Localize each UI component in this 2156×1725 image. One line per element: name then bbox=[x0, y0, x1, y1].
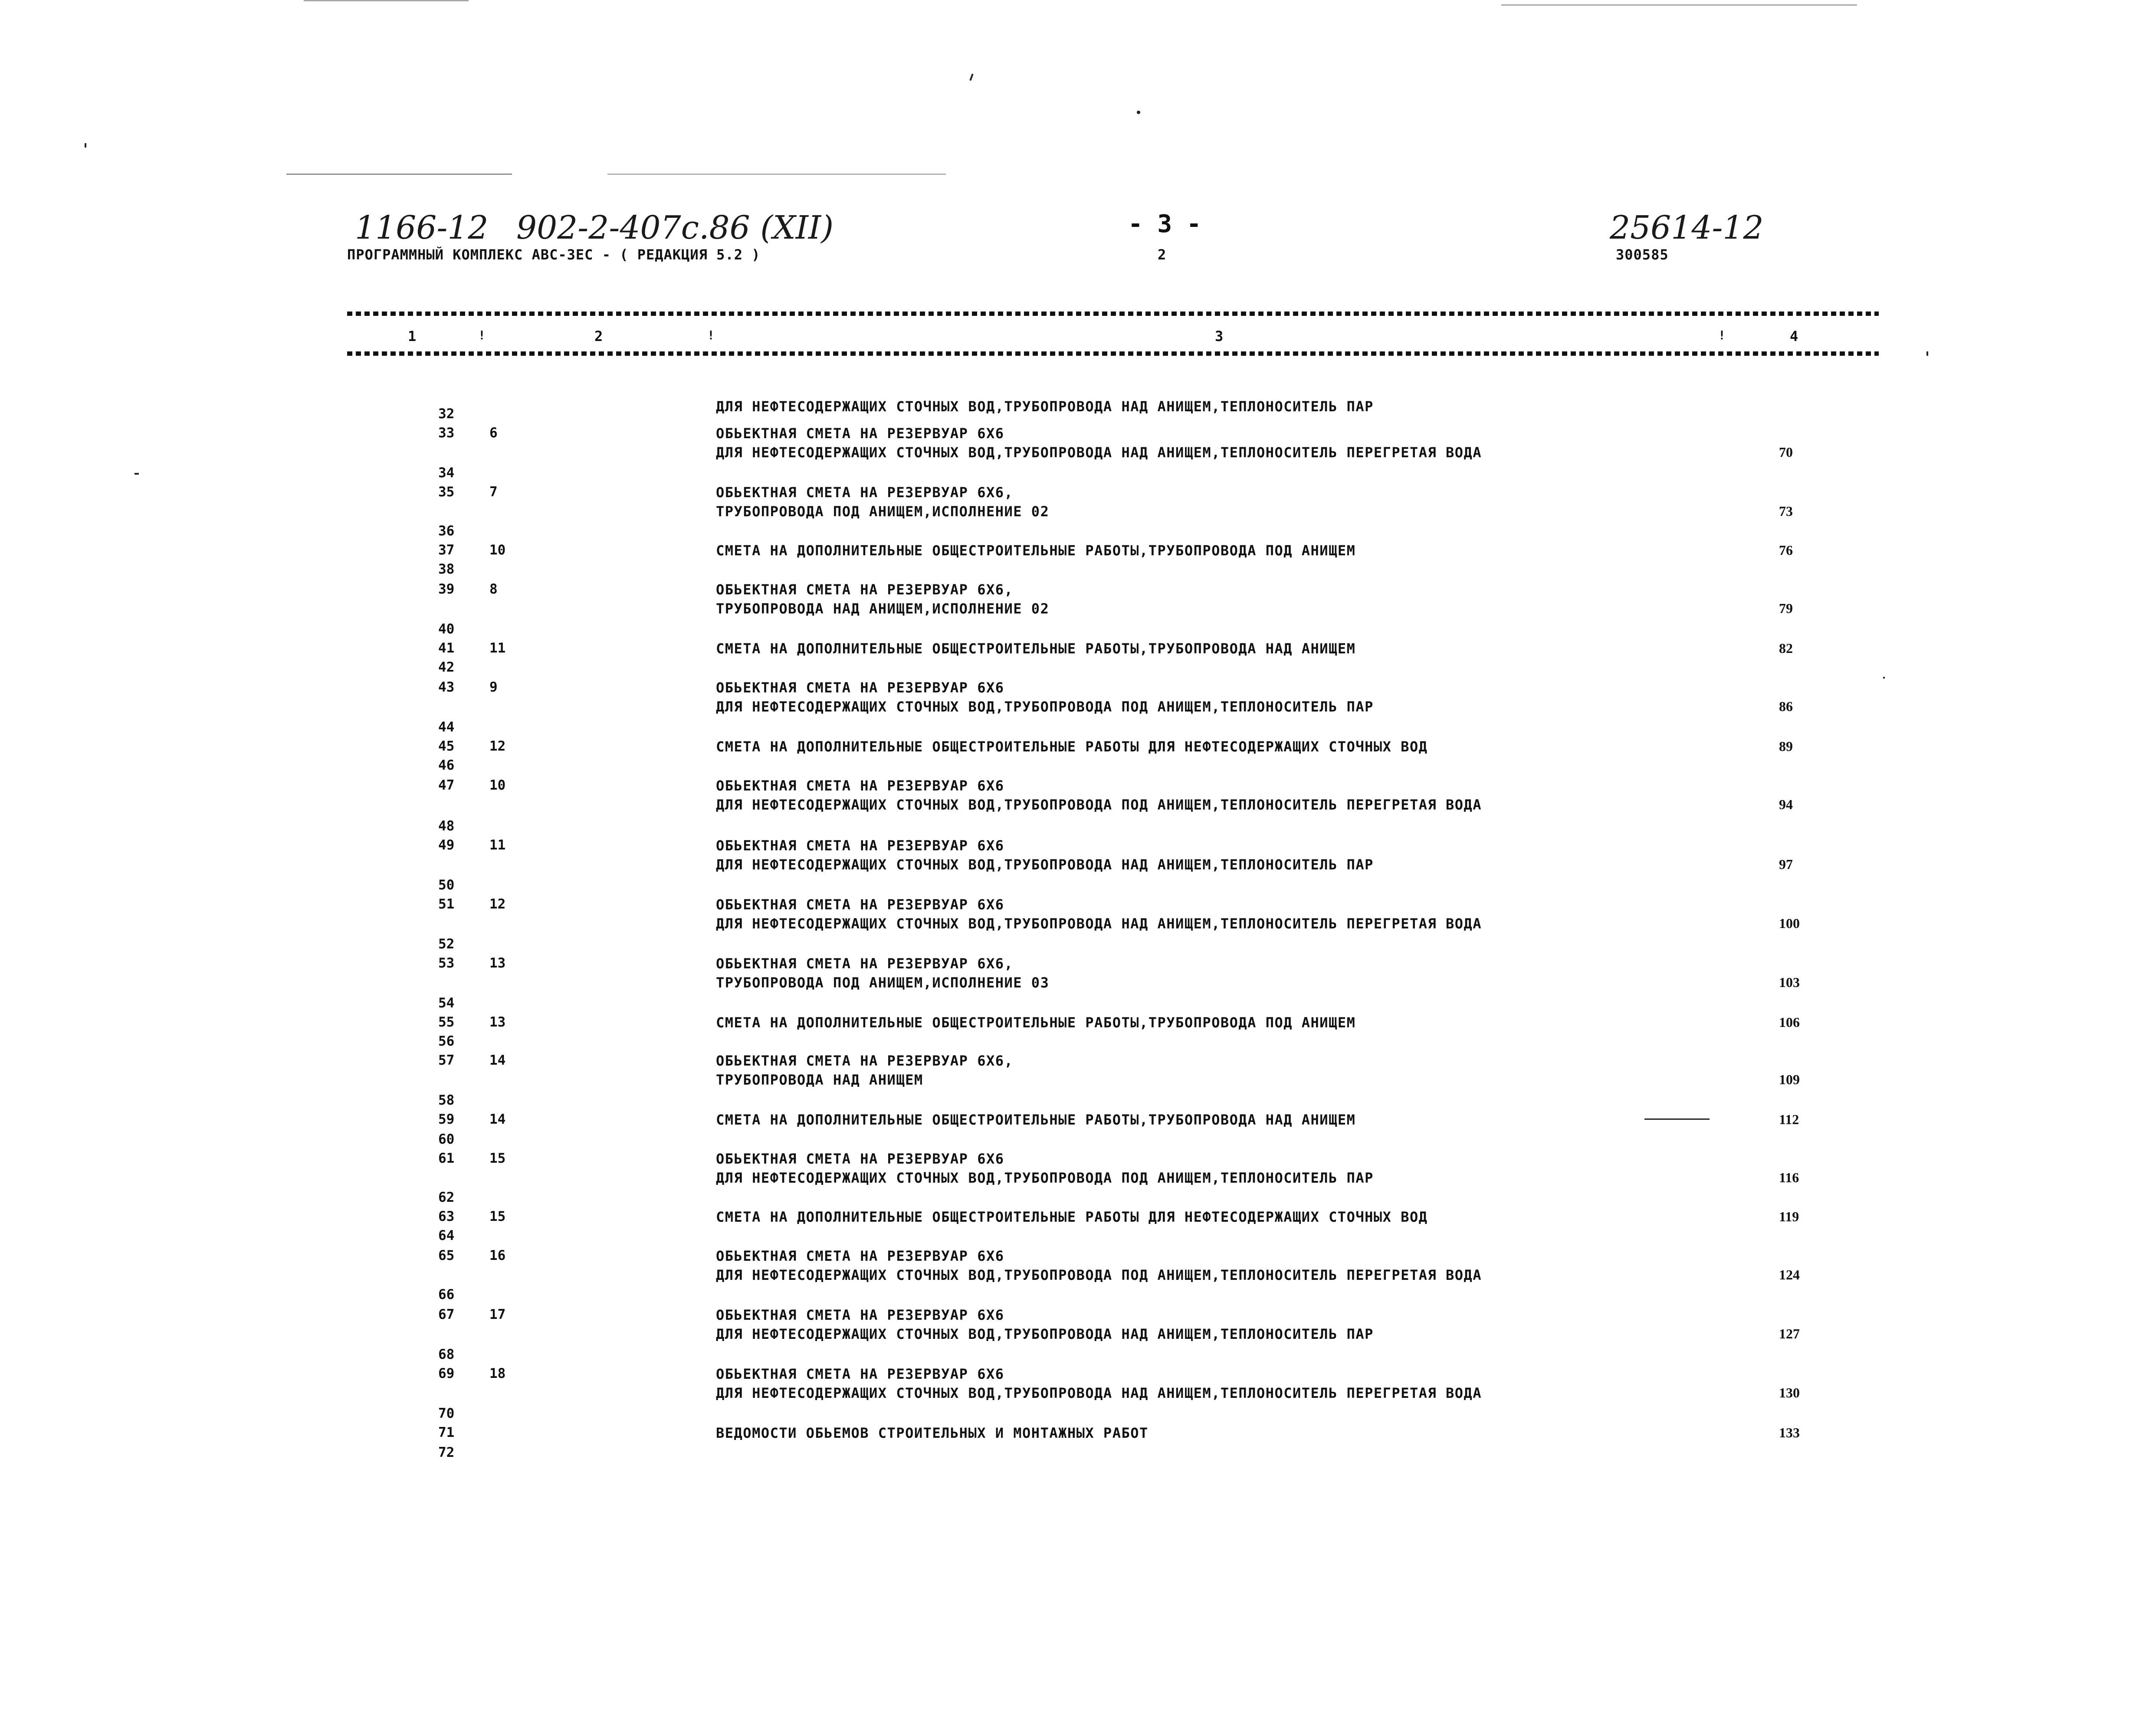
column-separator: ! bbox=[478, 328, 486, 342]
row-number: 36 bbox=[438, 523, 455, 539]
row-description-line: ОБЬЕКТНАЯ СМЕТА НА РЕЗЕРВУАР 6Х6 bbox=[716, 1151, 1004, 1167]
row-number: 62 bbox=[438, 1190, 455, 1205]
row-description-line: ОБЬЕКТНАЯ СМЕТА НА РЕЗЕРВУАР 6Х6, bbox=[716, 484, 1014, 501]
top-rule bbox=[347, 312, 1879, 316]
column-header-3: 3 bbox=[1215, 328, 1224, 344]
row-reference: 11 bbox=[489, 640, 506, 656]
column-separator: ! bbox=[1718, 328, 1726, 342]
row-reference: 16 bbox=[489, 1248, 506, 1263]
row-number: 66 bbox=[438, 1287, 455, 1302]
row-page-number: 73 bbox=[1779, 503, 1793, 519]
column-header-2: 2 bbox=[594, 328, 603, 344]
row-description-line: СМЕТА НА ДОПОЛНИТЕЛЬНЫЕ ОБЩЕСТРОИТЕЛЬНЫЕ РАБОТЫ ДЛЯ НЕФТЕСОДЕРЖАЩИХ СТОЧНЫХ ВОД bbox=[716, 1209, 1428, 1225]
row-description-line: ВЕДОМОСТИ ОБЬЕМОВ СТРОИТЕЛЬНЫХ И МОНТАЖНЫХ РАБОТ bbox=[716, 1425, 1149, 1441]
row-reference: 12 bbox=[489, 738, 506, 754]
row-description-line: ОБЬЕКТНАЯ СМЕТА НА РЕЗЕРВУАР 6Х6, bbox=[716, 581, 1014, 598]
row-description-line: СМЕТА НА ДОПОЛНИТЕЛЬНЫЕ ОБЩЕСТРОИТЕЛЬНЫЕ РАБОТЫ,ТРУБОПРОВОДА ПОД АНИЩЕМ bbox=[716, 1014, 1356, 1031]
row-page-number: 127 bbox=[1779, 1326, 1800, 1341]
row-description-line: ОБЬЕКТНАЯ СМЕТА НА РЕЗЕРВУАР 6Х6 bbox=[716, 1248, 1004, 1264]
row-reference: 10 bbox=[489, 777, 506, 793]
scan-speck bbox=[135, 473, 139, 475]
row-reference: 8 bbox=[489, 581, 498, 597]
row-description-line: ТРУБОПРОВОДА НАД АНИЩЕМ bbox=[716, 1072, 923, 1088]
row-number: 55 bbox=[438, 1014, 455, 1030]
row-description-line: ОБЬЕКТНАЯ СМЕТА НА РЕЗЕРВУАР 6Х6 bbox=[716, 777, 1004, 794]
row-number: 40 bbox=[438, 621, 455, 637]
date-code: 300585 bbox=[1616, 246, 1669, 263]
row-reference: 14 bbox=[489, 1053, 506, 1068]
row-page-number: 130 bbox=[1779, 1385, 1800, 1400]
row-description-line: ДЛЯ НЕФТЕСОДЕРЖАЩИХ СТОЧНЫХ ВОД,ТРУБОПРОВОДА ПОД АНИЩЕМ,ТЕПЛОНОСИТЕЛЬ ПЕРЕГРЕТАЯ ВОДА bbox=[716, 797, 1482, 813]
row-number: 56 bbox=[438, 1033, 455, 1049]
row-number: 45 bbox=[438, 738, 455, 754]
row-number: 38 bbox=[438, 561, 455, 577]
column-separator: ! bbox=[707, 328, 715, 342]
row-number: 32 bbox=[438, 406, 455, 422]
row-description-line: СМЕТА НА ДОПОЛНИТЕЛЬНЫЕ ОБЩЕСТРОИТЕЛЬНЫЕ РАБОТЫ,ТРУБОПРОВОДА НАД АНИЩЕМ bbox=[716, 640, 1356, 657]
row-number: 39 bbox=[438, 581, 455, 597]
row-reference: 15 bbox=[489, 1209, 506, 1224]
row-page-number: 89 bbox=[1779, 738, 1793, 754]
row-number: 63 bbox=[438, 1209, 455, 1224]
handwritten-code-right: 25614-12 bbox=[1610, 209, 1764, 246]
scan-speck bbox=[1137, 111, 1140, 114]
row-reference: 15 bbox=[489, 1151, 506, 1166]
row-description-line: ДЛЯ НЕФТЕСОДЕРЖАЩИХ СТОЧНЫХ ВОД,ТРУБОПРОВОДА НАД АНИЩЕМ,ТЕПЛОНОСИТЕЛЬ ПАР bbox=[716, 1326, 1374, 1342]
row-number: 71 bbox=[438, 1425, 455, 1440]
row-number: 72 bbox=[438, 1445, 455, 1460]
row-page-number: 106 bbox=[1779, 1014, 1800, 1030]
scan-speck bbox=[85, 143, 86, 148]
row-page-number: 103 bbox=[1779, 974, 1800, 990]
row-description-line: ОБЬЕКТНАЯ СМЕТА НА РЕЗЕРВУАР 6Х6 bbox=[716, 1366, 1004, 1382]
scan-smudge bbox=[607, 174, 946, 175]
row-number: 68 bbox=[438, 1347, 455, 1362]
row-description-line: ОБЬЕКТНАЯ СМЕТА НА РЕЗЕРВУАР 6Х6 bbox=[716, 896, 1004, 913]
row-description-line: СМЕТА НА ДОПОЛНИТЕЛЬНЫЕ ОБЩЕСТРОИТЕЛЬНЫЕ РАБОТЫ,ТРУБОПРОВОДА НАД АНИЩЕМ bbox=[716, 1112, 1356, 1128]
row-description-line: ОБЬЕКТНАЯ СМЕТА НА РЕЗЕРВУАР 6Х6 bbox=[716, 425, 1004, 442]
row-page-number: 100 bbox=[1779, 915, 1800, 931]
header-rule bbox=[347, 351, 1879, 356]
row-number: 64 bbox=[438, 1228, 455, 1243]
row-number: 44 bbox=[438, 719, 455, 735]
row-number: 41 bbox=[438, 640, 455, 656]
row-reference: 13 bbox=[489, 955, 506, 971]
row-number: 35 bbox=[438, 484, 455, 500]
row-number: 69 bbox=[438, 1366, 455, 1381]
row-description-line: ОБЬЕКТНАЯ СМЕТА НА РЕЗЕРВУАР 6Х6, bbox=[716, 955, 1014, 972]
row-number: 59 bbox=[438, 1112, 455, 1127]
row-number: 42 bbox=[438, 659, 455, 675]
row-number: 46 bbox=[438, 758, 455, 773]
row-description-line: ОБЬЕКТНАЯ СМЕТА НА РЕЗЕРВУАР 6Х6 bbox=[716, 679, 1004, 696]
row-page-number: 70 bbox=[1779, 444, 1793, 460]
row-reference: 18 bbox=[489, 1366, 506, 1381]
row-number: 49 bbox=[438, 837, 455, 853]
row-page-number: 124 bbox=[1779, 1267, 1800, 1282]
sheet-number: 2 bbox=[1158, 246, 1167, 263]
row-number: 70 bbox=[438, 1406, 455, 1421]
row-page-number: 86 bbox=[1779, 699, 1793, 714]
page-marker: - 3 - bbox=[1128, 210, 1201, 238]
row-page-number: 94 bbox=[1779, 797, 1793, 812]
row-reference: 14 bbox=[489, 1112, 506, 1127]
row-number: 34 bbox=[438, 465, 455, 481]
row-page-number: 76 bbox=[1779, 542, 1793, 558]
row-reference: 7 bbox=[489, 484, 498, 500]
row-page-number: 133 bbox=[1779, 1425, 1800, 1440]
row-number: 57 bbox=[438, 1053, 455, 1068]
row-number: 67 bbox=[438, 1307, 455, 1322]
row-description-line: СМЕТА НА ДОПОЛНИТЕЛЬНЫЕ ОБЩЕСТРОИТЕЛЬНЫЕ РАБОТЫ ДЛЯ НЕФТЕСОДЕРЖАЩИХ СТОЧНЫХ ВОД bbox=[716, 738, 1428, 755]
row-number: 47 bbox=[438, 777, 455, 793]
row-reference: 10 bbox=[489, 542, 506, 558]
row-number: 54 bbox=[438, 995, 455, 1011]
row-page-number: 109 bbox=[1779, 1072, 1800, 1087]
row-page-number: 79 bbox=[1779, 600, 1793, 616]
row-number: 61 bbox=[438, 1151, 455, 1166]
scan-smudge bbox=[1644, 1118, 1710, 1120]
row-reference: 13 bbox=[489, 1014, 506, 1030]
row-description-line: ДЛЯ НЕФТЕСОДЕРЖАЩИХ СТОЧНЫХ ВОД,ТРУБОПРОВОДА ПОД АНИЩЕМ,ТЕПЛОНОСИТЕЛЬ ПАР bbox=[716, 1170, 1374, 1186]
row-reference: 12 bbox=[489, 896, 506, 912]
row-reference: 9 bbox=[489, 679, 498, 695]
row-description-line: ДЛЯ НЕФТЕСОДЕРЖАЩИХ СТОЧНЫХ ВОД,ТРУБОПРОВОДА ПОД АНИЩЕМ,ТЕПЛОНОСИТЕЛЬ ПАР bbox=[716, 699, 1374, 715]
row-description-line: СМЕТА НА ДОПОЛНИТЕЛЬНЫЕ ОБЩЕСТРОИТЕЛЬНЫЕ РАБОТЫ,ТРУБОПРОВОДА ПОД АНИЩЕМ bbox=[716, 542, 1356, 559]
row-description-line: ДЛЯ НЕФТЕСОДЕРЖАЩИХ СТОЧНЫХ ВОД,ТРУБОПРОВОДА НАД АНИЩЕМ,ТЕПЛОНОСИТЕЛЬ ПАР bbox=[716, 856, 1374, 873]
row-page-number: 112 bbox=[1779, 1112, 1799, 1127]
row-number: 50 bbox=[438, 877, 455, 893]
row-page-number: 97 bbox=[1779, 856, 1793, 872]
row-number: 60 bbox=[438, 1131, 455, 1147]
scan-speck bbox=[1926, 351, 1928, 356]
row-description-line: ТРУБОПРОВОДА ПОД АНИЩЕМ,ИСПОЛНЕНИЕ 03 bbox=[716, 974, 1050, 991]
row-reference: 17 bbox=[489, 1307, 506, 1322]
scan-speck bbox=[969, 74, 973, 81]
row-description-line: ДЛЯ НЕФТЕСОДЕРЖАЩИХ СТОЧНЫХ ВОД,ТРУБОПРОВОДА ПОД АНИЩЕМ,ТЕПЛОНОСИТЕЛЬ ПЕРЕГРЕТАЯ ВОДА bbox=[716, 1267, 1482, 1283]
row-number: 65 bbox=[438, 1248, 455, 1263]
row-number: 58 bbox=[438, 1092, 455, 1108]
row-number: 37 bbox=[438, 542, 455, 558]
column-header-1: 1 bbox=[408, 328, 417, 344]
row-description-line: ДЛЯ НЕФТЕСОДЕРЖАЩИХ СТОЧНЫХ ВОД,ТРУБОПРОВОДА НАД АНИЩЕМ,ТЕПЛОНОСИТЕЛЬ ПЕРЕГРЕТАЯ ВОДА bbox=[716, 915, 1482, 932]
row-reference: 6 bbox=[489, 425, 498, 441]
row-number: 52 bbox=[438, 936, 455, 952]
scan-smudge bbox=[286, 174, 512, 175]
row-description-line: ТРУБОПРОВОДА НАД АНИЩЕМ,ИСПОЛНЕНИЕ 02 bbox=[716, 600, 1050, 617]
row-number: 43 bbox=[438, 679, 455, 695]
scan-smudge bbox=[1501, 4, 1857, 6]
row-page-number: 116 bbox=[1779, 1170, 1799, 1185]
row-reference: 11 bbox=[489, 837, 506, 853]
row-description-line: ДЛЯ НЕФТЕСОДЕРЖАЩИХ СТОЧНЫХ ВОД,ТРУБОПРОВОДА НАД АНИЩЕМ,ТЕПЛОНОСИТЕЛЬ ПЕРЕГРЕТАЯ ВОДА bbox=[716, 1385, 1482, 1401]
row-number: 51 bbox=[438, 896, 455, 912]
row-description-line: ОБЬЕКТНАЯ СМЕТА НА РЕЗЕРВУАР 6Х6 bbox=[716, 837, 1004, 854]
row-description-line: ДЛЯ НЕФТЕСОДЕРЖАЩИХ СТОЧНЫХ ВОД,ТРУБОПРОВОДА НАД АНИЩЕМ,ТЕПЛОНОСИТЕЛЬ ПЕРЕГРЕТАЯ ВОДА bbox=[716, 444, 1482, 461]
row-number: 53 bbox=[438, 955, 455, 971]
scan-smudge bbox=[304, 0, 469, 1]
program-line: ПРОГРАММНЫЙ КОМПЛЕКС АВС-ЗЕС - ( РЕДАКЦИЯ 5.2 ) bbox=[347, 246, 761, 263]
row-description-line: ДЛЯ НЕФТЕСОДЕРЖАЩИХ СТОЧНЫХ ВОД,ТРУБОПРОВОДА НАД АНИЩЕМ,ТЕПЛОНОСИТЕЛЬ ПАР bbox=[716, 398, 1374, 415]
row-description-line: ОБЬЕКТНАЯ СМЕТА НА РЕЗЕРВУАР 6Х6 bbox=[716, 1307, 1004, 1323]
scan-speck bbox=[1883, 677, 1885, 679]
row-number: 48 bbox=[438, 818, 455, 834]
row-description-line: ОБЬЕКТНАЯ СМЕТА НА РЕЗЕРВУАР 6Х6, bbox=[716, 1053, 1014, 1069]
row-number: 33 bbox=[438, 425, 455, 441]
handwritten-doc-code: 902-2-407с.86 (XII) bbox=[516, 209, 834, 246]
column-header-4: 4 bbox=[1790, 328, 1798, 344]
row-page-number: 82 bbox=[1779, 640, 1793, 656]
handwritten-code-left: 1166-12 bbox=[355, 209, 489, 246]
row-description-line: ТРУБОПРОВОДА ПОД АНИЩЕМ,ИСПОЛНЕНИЕ 02 bbox=[716, 503, 1050, 520]
row-page-number: 119 bbox=[1779, 1209, 1799, 1224]
